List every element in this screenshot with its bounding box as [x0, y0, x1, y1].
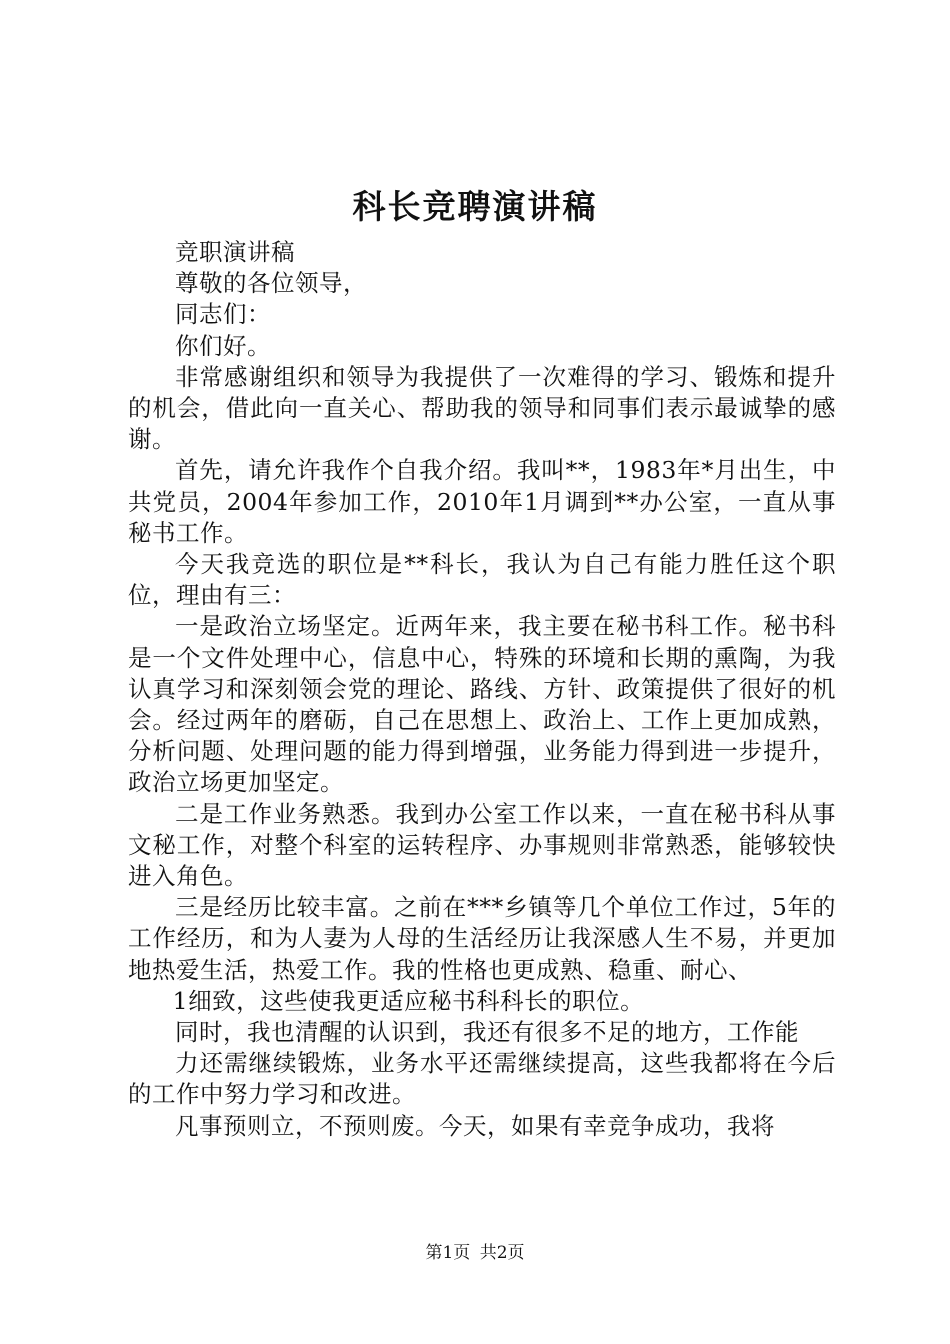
paragraph: 二是工作业务熟悉。我到办公室工作以来，一直在秘书科从事文秘工作，对整个科室的运转程序、办事规则非常熟悉，能够较快进入角色。: [128, 799, 836, 891]
page-footer: [0, 1241, 950, 1265]
page-number: 第1页: [425, 1243, 471, 1263]
paragraph: 竞职演讲稿: [175, 238, 295, 266]
paragraph: 今天我竞选的职位是**科长，我认为自己有能力胜任这个职位，理由有三：: [128, 550, 836, 610]
paragraph: 力还需继续锻炼，业务水平还需继续提高，这些我都将在今后的工作中努力学习和改进。: [128, 1049, 836, 1109]
paragraph: 首先，请允许我作个自我介绍。我叫**，1983年*月出生，中共党员，2004年参加工作，2010年1月调到**办公室，一直从事秘书工作。: [128, 456, 836, 547]
paragraph: 同时，我也清醒的认识到，我还有很多不足的地方，工作能: [175, 1018, 799, 1047]
document-body: [128, 237, 836, 1142]
document-title: 科长竞聘演讲稿: [352, 187, 598, 226]
paragraph: 三是经历比较丰富。之前在***乡镇等几个单位工作过，5年的工作经历，和为人妻为人母的生活经历让我深感人生不易，并更加地热爱生活，热爱工作。我的性格也更成熟、稳重、耐心、: [128, 893, 836, 984]
paragraph: 你们好。: [175, 331, 271, 360]
paragraph: 非常感谢组织和领导为我提供了一次难得的学习、锻炼和提升的机会，借此向一直关心、帮助我的领导和同事们表示最诚挚的感谢。: [128, 362, 836, 454]
paragraph: 一是政治立场坚定。近两年来，我主要在秘书科工作。秘书科是一个文件处理中心，信息中心，特殊的环境和长期的熏陶，为我认真学习和深刻领会党的理论、路线、方针、政策提供了很好的机会。经过两年的磨砺，自己在思想上、政治上、工作上更加成熟，分析问题、处理问题的能力得到增强，业务能力得到进一步提升，政治立场更加坚定。: [128, 612, 836, 797]
paragraph: 同志们：: [175, 300, 271, 329]
total-pages: 共2页: [479, 1243, 525, 1263]
paragraph: 1细致，这些使我更适应秘书科科长的职位。: [172, 986, 645, 1015]
paragraph: 尊敬的各位领导，: [175, 269, 367, 298]
paragraph: 凡事预则立，不预则废。今天，如果有幸竞争成功，我将: [175, 1111, 775, 1140]
